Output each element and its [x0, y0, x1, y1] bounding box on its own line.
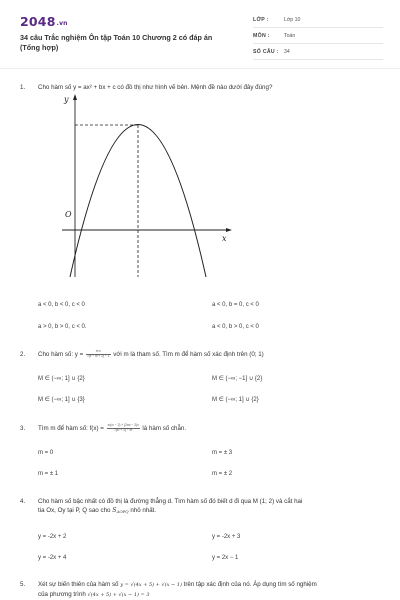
math-expression: √(4x + 5) + √(x − 1) = 3	[87, 592, 150, 598]
option[interactable]: M ∈ (−∞; 1] ∪ {2}	[212, 397, 259, 403]
y-label: y	[64, 95, 69, 104]
document-title: 34 câu Trắc nghiệm Ôn tập Toán 10 Chương 2 có đáp án (Tổng hợp)	[20, 33, 213, 52]
question-number: 1.	[20, 84, 26, 91]
question-text-part: tia Ox, Oy tại P, Q sao cho	[38, 507, 111, 514]
question-text-part: Cho hàm số: y =	[38, 351, 84, 358]
option[interactable]: a > 0, b > 0, c < 0.	[38, 324, 87, 330]
option[interactable]: m = ± 2	[212, 471, 233, 477]
question-text-part: Xét sự biến thiên của hàm số	[38, 581, 119, 588]
question-text-line: Cho hàm số bậc nhất có đồ thị là đường thẳng d. Tìm hàm số đó biết d đi qua M (1; 2) và cắt hai	[38, 498, 303, 505]
math-fraction	[107, 424, 140, 432]
meta-row-subject	[253, 30, 383, 44]
meta-value: Toán	[284, 33, 296, 39]
question-text	[38, 580, 378, 600]
option[interactable]: y = -2x + 2	[38, 534, 67, 540]
question-text-part: nhỏ nhất.	[130, 507, 157, 514]
option[interactable]: m = 0	[38, 450, 54, 456]
meta-value: Lớp 10	[284, 17, 301, 23]
fraction-numerator: m x	[86, 350, 111, 355]
meta-row-question-count	[253, 46, 383, 60]
document-header	[0, 0, 400, 78]
site-logo[interactable]: 2048.vn	[20, 14, 68, 29]
question-number: 3.	[20, 425, 26, 432]
question-text	[38, 424, 378, 433]
parabola-graph	[60, 92, 235, 282]
x-label: x	[222, 234, 227, 243]
question-text	[38, 350, 378, 359]
option[interactable]: m = ± 3	[212, 450, 233, 456]
option[interactable]: a < 0, b > 0, c < 0	[212, 324, 259, 330]
x-axis-arrow	[226, 228, 232, 232]
math-expression: y = √(4x + 5) + √(x − 1)	[120, 582, 182, 588]
question-text	[38, 497, 378, 516]
meta-row-grade	[253, 14, 383, 28]
math-fraction	[86, 350, 111, 358]
option[interactable]: m = ± 1	[38, 471, 59, 477]
meta-value: 34	[284, 49, 290, 55]
fraction-denominator: √(x² + 1) − m	[114, 427, 133, 432]
option[interactable]: y = 2x − 1	[212, 555, 239, 561]
option[interactable]: y = -2x + 4	[38, 555, 67, 561]
meta-label: SỐ CÂU :	[253, 49, 279, 55]
header-divider	[0, 68, 400, 69]
question-text-part: là hàm số chẵn.	[142, 425, 187, 432]
option[interactable]: M ∈ (−∞; −1] ∪ {2}	[212, 376, 263, 382]
question-text-part: trên tập xác định của nó. Áp dụng tìm số nghiệm	[183, 581, 317, 588]
fraction-denominator: √(x − m + 2) − 1	[86, 353, 110, 358]
question-text-part: của phương trình	[38, 591, 86, 598]
option[interactable]: y = -2x + 3	[212, 534, 241, 540]
question-text: Cho hàm số y = ax² + bx + c có đồ thị như hình vẽ bên. Mệnh đề nào dưới đây đúng?	[38, 84, 273, 91]
question-number: 5.	[20, 581, 26, 588]
meta-label: MÔN :	[253, 33, 270, 39]
question-text-part: với m là tham số. Tìm m để hàm số xác định trên (0; 1)	[113, 351, 264, 358]
math-expression: $S_{\Delta OPQ}$	[112, 507, 129, 514]
option[interactable]: a < 0, b = 0, c < 0	[212, 302, 259, 308]
document-meta	[253, 14, 383, 62]
option[interactable]: M ∈ (−∞; 1] ∪ {2}	[38, 376, 85, 382]
y-axis-arrow	[73, 94, 77, 100]
fraction-numerator: x²(x² − 2) + (2m² − 2)x	[107, 423, 139, 428]
question-text-part: Tìm m để hàm số: f(x) =	[38, 425, 104, 432]
option[interactable]: a < 0, b < 0, c < 0	[38, 302, 85, 308]
question-number: 4.	[20, 498, 26, 505]
meta-label: LỚP :	[253, 17, 269, 23]
origin-label: O	[65, 210, 72, 219]
option[interactable]: M ∈ (−∞; 1] ∪ {3}	[38, 397, 85, 403]
question-number: 2.	[20, 351, 26, 358]
